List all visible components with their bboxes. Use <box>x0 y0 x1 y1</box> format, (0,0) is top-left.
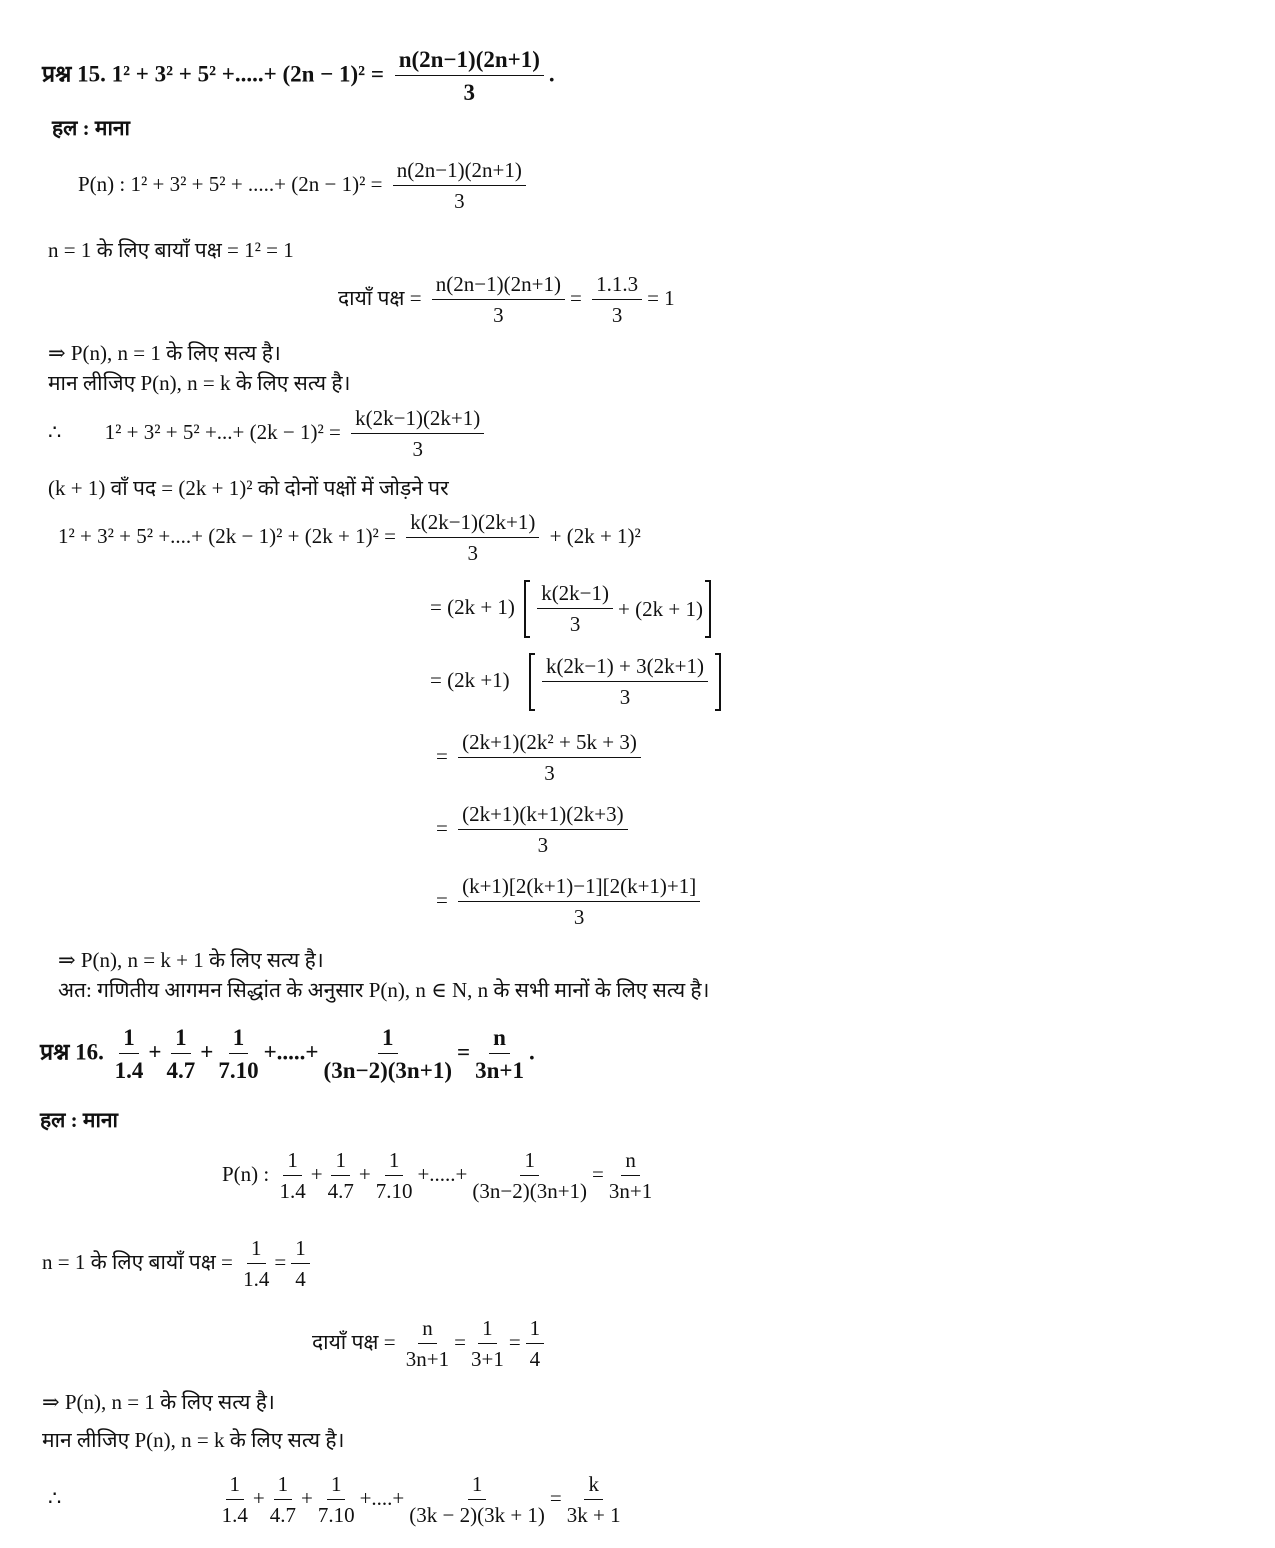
q15-pn-definition: P(n) : 1² + 3² + 5² + .....+ (2n − 1)² = $\frac{n(2n-1)(2n+1)}{3}$ <box>78 160 531 212</box>
q16-k-statement: ∴ $\frac{1}{1.4}$ + $\frac{1}{4.7}$ + $\frac{1}{7.10}$ +....+ $\frac{1}{(3k - 2)(3k + 1)}$ = $\frac{k}{3k + 1}$ <box>48 1472 621 1527</box>
q15-step3: = (2k +1) $\frac{k(2k-1) + 3(2k+1)}{3}$ <box>430 653 725 711</box>
q15-solution-heading: हल : माना <box>52 116 130 140</box>
q15-true-n1: ⇒ P(n), n = 1 के लिए सत्य है। <box>48 341 281 365</box>
q15-step4: = $\frac{\text{(2k+1)(2k² + 5k + 3)}}{3}$ <box>436 732 646 784</box>
q15-k-statement: ∴ 1² + 3² + 5² +...+ (2k − 1)² = $\frac{k(2k-1)(2k+1)}{3}$ <box>48 408 489 460</box>
q15-fraction: $\frac{n(2n-1)(2n+1)}{3}$ <box>395 48 544 104</box>
q16-base-right: दायाँ पक्ष = $\frac{n}{3n+1}$ = $\frac{1}{3+1}$ = $\frac{1}{4}$ <box>312 1318 549 1370</box>
q15-base-left: n = 1 के लिए बायाँ पक्ष = 1² = 1 <box>48 238 294 262</box>
q15-step2: = (2k + 1) $\frac{k(2k-1)}{3}$ + (2k + 1) <box>430 580 715 638</box>
q15-add-term: (k + 1) वाँ पद = (2k + 1)² को दोनों पक्षों में जोड़ने पर <box>48 476 449 500</box>
q15-true-k1: ⇒ P(n), n = k + 1 के लिए सत्य है। <box>58 948 324 972</box>
q15-step1: 1² + 3² + 5² +....+ (2k − 1)² + (2k + 1)² = $\frac{k(2k-1)(2k+1)}{3}$ + (2k + 1)² <box>58 510 641 565</box>
q16-solution-heading: हल : माना <box>40 1108 118 1132</box>
q15-assume-k: मान लीजिए P(n), n = k के लिए सत्य है। <box>48 371 351 395</box>
q15-conclusion: अत: गणितीय आगमन सिद्धांत के अनुसार P(n), n ∈ N, n के सभी मानों के लिए सत्य है। <box>58 978 710 1002</box>
q16-true-n1: ⇒ P(n), n = 1 के लिए सत्य है। <box>42 1390 275 1414</box>
q16-assume-k: मान लीजिए P(n), n = k के लिए सत्य है। <box>42 1428 345 1452</box>
q15-step5: = $\frac{(2k+1)(k+1)(2k+3)}{3}$ <box>436 804 633 856</box>
q16-label: प्रश्न 16. <box>40 1039 104 1065</box>
q15-statement: प्रश्न 15. 1² + 3² + 5² +.....+ (2n − 1)² = $\frac{n(2n-1)(2n+1)}{3}$ . <box>42 47 555 105</box>
q15-label: प्रश्न 15. <box>42 61 106 87</box>
q16-statement: प्रश्न 16. $\frac{1}{1.4}$ + $\frac{1}{4.7}$ + $\frac{1}{7.10}$ +.....+ $\frac{1}{(3n-2)(3n+1)}$ = $\frac{n}{3n+1}$ . <box>40 1025 535 1083</box>
q16-base-left: n = 1 के लिए बायाँ पक्ष = $\frac{1}{1.4}$ = $\frac{1}{4}$ <box>42 1238 315 1290</box>
q15-step6: = $\frac{(k+1)[2(k+1)-1][2(k+1)+1]}{3}$ <box>436 876 705 928</box>
q16-pn-definition: P(n) : $\frac{1}{1.4}$ + $\frac{1}{4.7}$ + $\frac{1}{7.10}$ +.....+ $\frac{1}{(3n-2)(3n+1)}$ = $\frac{n}{3n+1}$ <box>222 1148 653 1203</box>
q15-lhs: 1² + 3² + 5² +.....+ (2n − 1)² = <box>111 61 384 87</box>
q15-base-right: दायाँ पक्ष = $\frac{n(2n-1)(2n+1)}{3}$ = $\frac{1.1.3}{3}$ = 1 <box>338 272 675 327</box>
